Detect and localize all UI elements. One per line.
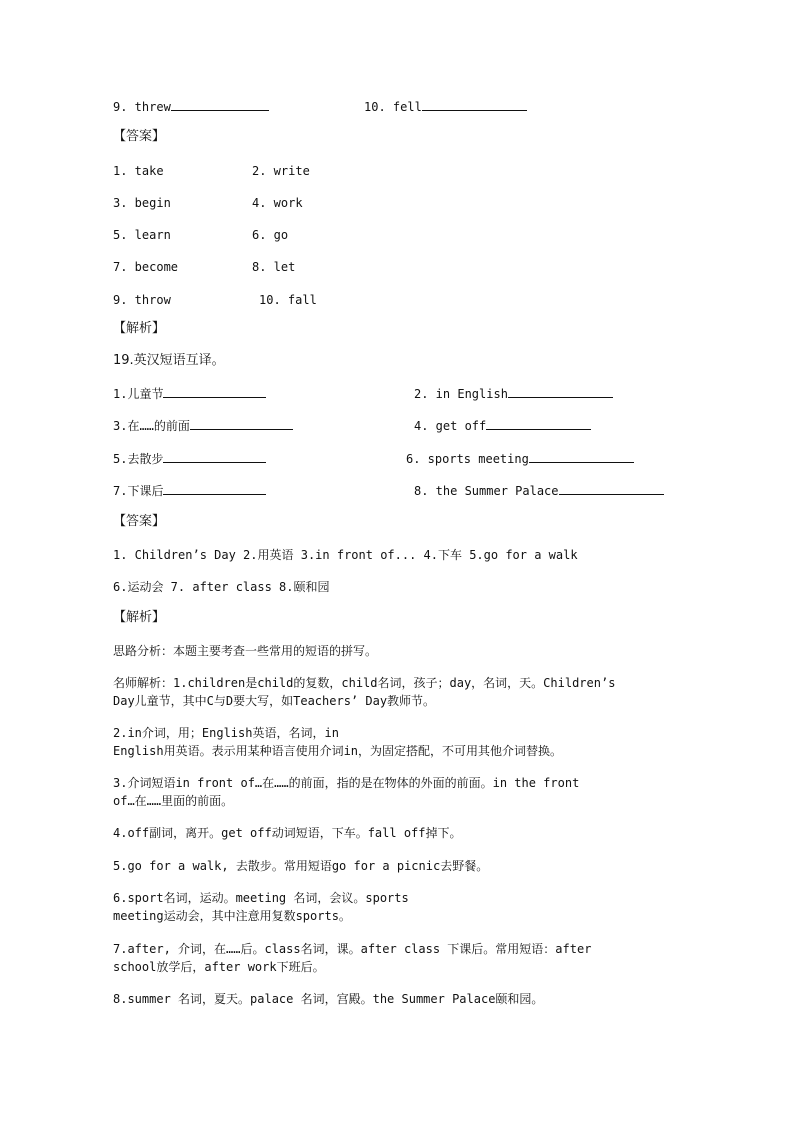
q18-item-10: 10. fell [364, 99, 527, 115]
question-title: 19.英汉短语互译。 [113, 353, 225, 368]
answer-blank[interactable] [163, 461, 266, 463]
answer-item: 8. let [252, 260, 296, 274]
analysis-line: English用英语。表示用某种语言使用介词in，为固定搭配，不可用其他介词替换。 [113, 744, 563, 758]
q19-item: 7.下课后 [113, 483, 266, 499]
answer-blank[interactable] [163, 493, 266, 495]
analysis-line: 2.in介词，用；English英语，名词，in [113, 726, 339, 740]
analysis-line: 4.off副词，离开。get off动词短语，下车。fall off掉下。 [113, 826, 462, 840]
q19-item: 3.在……的前面 [113, 418, 293, 434]
answer-item: 3. begin [113, 196, 171, 210]
answer-item: 2. write [252, 164, 310, 178]
answer-line: 6.运动会 7. after class 8.颐和园 [113, 580, 330, 594]
analysis-line: 思路分析：本题主要考查一些常用的短语的拼写。 [113, 644, 378, 658]
analysis-line: 7.after, 介词，在……后。class名词，课。after class 下课后。常用短语：after [113, 942, 592, 956]
analysis-line: 8.summer 名词，夏天。palace 名词，宫殿。the Summer Palace颐和园。 [113, 992, 544, 1006]
answer-heading: 【答案】 [113, 514, 166, 529]
answer-item: 7. become [113, 260, 179, 274]
answer-item: 10. fall [259, 293, 317, 307]
q19-item: 8. the Summer Palace [414, 483, 664, 499]
q19-item: 4. get off [414, 418, 591, 434]
answer-blank[interactable] [508, 396, 613, 398]
answer-item: 6. go [252, 228, 289, 242]
answer-blank[interactable] [163, 396, 266, 398]
answer-item: 9. throw [113, 293, 171, 307]
answer-item: 5. learn [113, 228, 171, 242]
answer-item: 1. take [113, 164, 164, 178]
analysis-heading: 【解析】 [113, 321, 166, 336]
q19-item: 5.去散步 [113, 451, 266, 467]
answer-line: 1. Children’s Day 2.用英语 3.in front of... 4.下车 5.go for a walk [113, 548, 578, 562]
q19-item: 2. in English [414, 386, 613, 402]
answer-heading: 【答案】 [113, 129, 166, 144]
q19-item: 1.儿童节 [113, 386, 266, 402]
answer-blank[interactable] [422, 109, 527, 111]
analysis-line: meeting运动会，其中注意用复数sports。 [113, 909, 351, 923]
q18-item-9: 9. threw [113, 99, 269, 115]
analysis-line: 3.介词短语in front of…在……的前面，指的是在物体的外面的前面。in the front [113, 776, 580, 790]
answer-blank[interactable] [171, 109, 269, 111]
analysis-line: 名师解析：1.children是child的复数，child名词，孩子；day，名词，天。Children’s [113, 676, 616, 690]
analysis-line: of…在……里面的前面。 [113, 794, 234, 808]
analysis-line: Day儿童节，其中C与D要大写，如Teachers’ Day教师节。 [113, 694, 436, 708]
analysis-heading: 【解析】 [113, 610, 166, 625]
analysis-line: school放学后，after work下班后。 [113, 960, 325, 974]
answer-item: 4. work [252, 196, 303, 210]
analysis-line: 5.go for a walk, 去散步。常用短语go for a picnic去野餐。 [113, 859, 489, 873]
analysis-line: 6.sport名词，运动。meeting 名词，会议。sports [113, 891, 409, 905]
q19-item: 6. sports meeting [406, 451, 634, 467]
answer-blank[interactable] [486, 428, 591, 430]
answer-blank[interactable] [529, 461, 634, 463]
answer-blank[interactable] [559, 493, 664, 495]
answer-blank[interactable] [190, 428, 293, 430]
